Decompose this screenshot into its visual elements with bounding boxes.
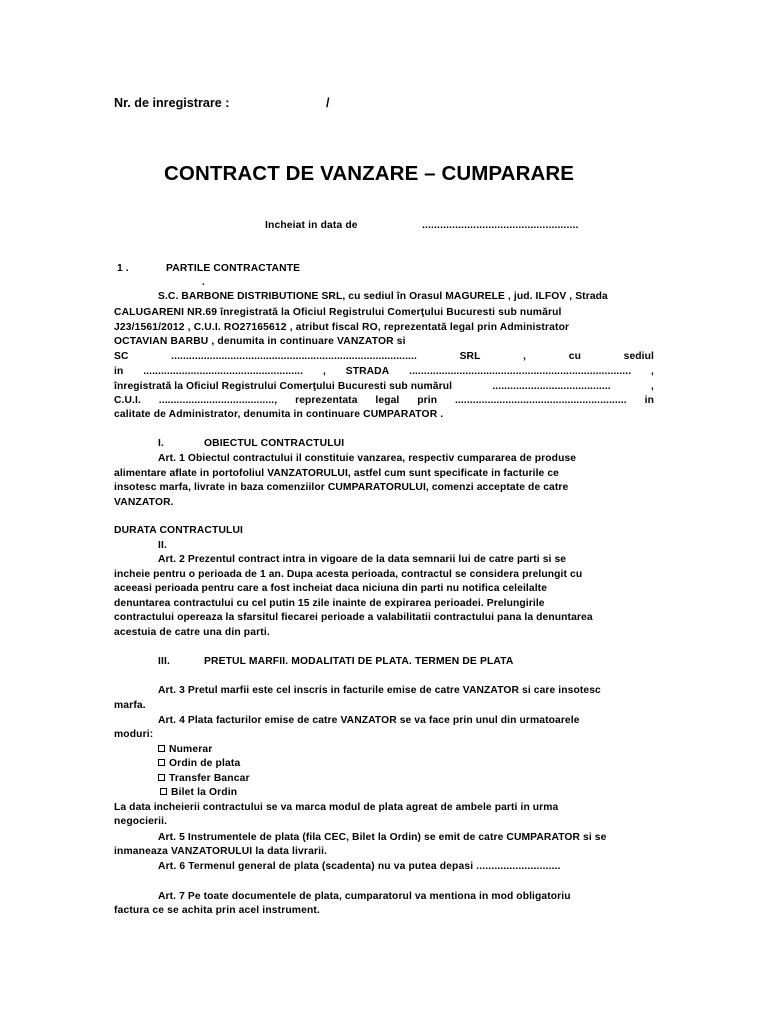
obiect-line-3: insotesc marfa, livrate in baza comenziilor CUMPARATORULUI, comenzi acceptate de catre [114, 482, 569, 493]
durata-line-2: incheie pentru o perioada de 1 an. Dupa acesta perioada, contractul se considera prelungit cu [114, 569, 583, 580]
durata-line-6: acestuia de catre una din parti. [114, 627, 270, 638]
art4-line-2: moduri: [114, 729, 154, 740]
checkbox-icon[interactable] [158, 774, 165, 781]
section-durata-heading: DURATA CONTRACTULUI [114, 525, 244, 536]
registration-slash: / [326, 96, 330, 110]
date-label: Incheiat in data de [265, 220, 358, 231]
section-obiect-number: I. [158, 438, 165, 449]
date-value: .................................................... [422, 220, 579, 231]
agree-line-2: negocierii. [114, 816, 168, 827]
seller-line-3: J23/1561/2012 , C.U.I. RO27165612 , atribut fiscal RO, reprezentată legal prin Administrator [114, 322, 570, 333]
art5-line-2: inmaneaza VANZATORULUI la data livrarii. [114, 846, 328, 857]
durata-line-4: denuntarea contractului cu cel putin 15 zile inainte de expirarea perioadei. Prelungirile [114, 598, 545, 609]
section-obiect-heading: OBIECTUL CONTRACTULUI [204, 438, 345, 449]
checkbox-icon[interactable] [158, 745, 165, 752]
art7-line-1: Art. 7 Pe toate documentele de plata, cumparatorul va mentiona in mod obligatoriu [158, 891, 571, 902]
obiect-line-1: Art. 1 Obiectul contractului il constituie vanzarea, respectiv cumpararea de produse [158, 453, 577, 464]
payment-option-bilet-la-ordin[interactable]: Bilet la Ordin [160, 787, 237, 798]
registration-label: Nr. de inregistrare : [114, 96, 230, 110]
contract-title: CONTRACT DE VANZARE – CUMPARARE [164, 162, 575, 185]
seller-line-4: OCTAVIAN BARBU , denumita in continuare VANZATOR si [114, 336, 406, 347]
buyer-line-1: SC ................................................................................... SRL , cu sediul [114, 351, 654, 362]
section-1-heading: PARTILE CONTRACTANTE [166, 263, 301, 274]
art3-line-2: marfa. [114, 700, 146, 711]
buyer-line-2: in ...................................................... , STRADA ........................................................................... , [114, 366, 654, 377]
buyer-line-5: calitate de Administrator, denumita in continuare CUMPARATOR . [114, 409, 444, 420]
art5-line-1: Art. 5 Instrumentele de plata (fila CEC, Bilet la Ordin) se emit de catre CUMPARATOR si se [158, 832, 607, 843]
agree-line-1: La data incheierii contractului se va marca modul de plata agreat de ambele parti in urma [114, 802, 559, 813]
durata-line-1: Art. 2 Prezentul contract intra in vigoare de la data semnarii lui de catre parti si se [158, 554, 567, 565]
section-durata-number: II. [158, 540, 168, 551]
payment-option-ordin-de-plata[interactable]: Ordin de plata [158, 758, 240, 769]
seller-line-1: S.C. BARBONE DISTRIBUTIONE SRL, cu sediul în Orasul MAGURELE , jud. ILFOV , Strada [158, 291, 608, 302]
buyer-line-4: C.U.I. ......................................., reprezentata legal prin .......................................................... in [114, 395, 654, 406]
section-pret-heading: PRETUL MARFII. MODALITATI DE PLATA. TERMEN DE PLATA [204, 656, 514, 667]
buyer-line-3: înregistrată la Oficiul Registrului Comerţului Bucuresti sub numărul ........................................ , [114, 381, 654, 392]
section-1-dot: . [202, 277, 206, 288]
seller-line-2: CALUGARENI NR.69 înregistrată la Oficiul Registrului Comerţului Bucuresti sub numărul [114, 307, 562, 318]
art6-line: Art. 6 Termenul general de plata (scadenta) nu va putea depasi ............................ [158, 861, 561, 872]
payment-option-transfer-bancar[interactable]: Transfer Bancar [158, 773, 250, 784]
art3-line-1: Art. 3 Pretul marfii este cel inscris in facturile emise de catre VANZATOR si care insotesc [158, 685, 601, 696]
section-pret-number: III. [158, 656, 171, 667]
durata-line-5: contractului opereaza la sfarsitul fiecarei perioade a valabilitatii contractului pana la denuntarea [114, 612, 593, 623]
section-1-number: 1 . [117, 263, 129, 274]
checkbox-icon[interactable] [158, 759, 165, 766]
durata-line-3: aceeasi perioada pentru care a fost incheiat daca niciuna din parti nu notifica celeilalte [114, 583, 548, 594]
obiect-line-4: VANZATOR. [114, 497, 174, 508]
art7-line-2: factura ce se achita prin acel instrument. [114, 905, 321, 916]
payment-option-numerar[interactable]: Numerar [158, 744, 212, 755]
obiect-line-2: alimentare aflate in portofoliul VANZATORULUI, astfel cum sunt specificate in facturile ce [114, 468, 559, 479]
art4-line-1: Art. 4 Plata facturilor emise de catre VANZATOR se va face prin unul din urmatoarele [158, 715, 580, 726]
checkbox-icon[interactable] [160, 788, 167, 795]
